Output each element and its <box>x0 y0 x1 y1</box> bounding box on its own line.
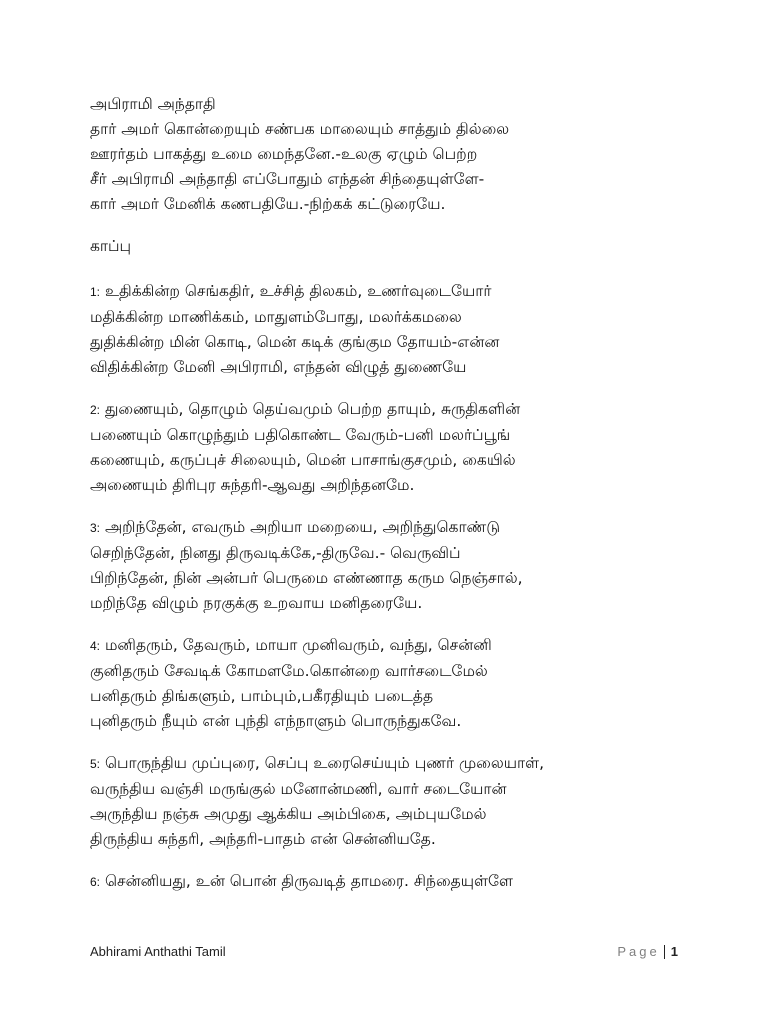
intro-line: சீர் அபிராமி அந்தாதி எப்போதும் எந்தன் சிந்தையுள்ளே- <box>90 170 485 188</box>
section-heading-kappu: காப்பு <box>90 237 132 255</box>
verse-5 <box>90 751 690 852</box>
verse-6 <box>90 869 690 895</box>
intro-line: கார் அமர் மேனிக் கணபதியே.-நிற்கக் கட்டுரையே. <box>90 195 446 213</box>
verse-line <box>90 633 690 659</box>
page-label: Page <box>617 944 660 959</box>
verse-line: பிறிந்தேன், நின் அன்பர் பெருமை எண்ணாத கரும நெஞ்சால், <box>90 569 523 587</box>
verse-line <box>90 751 690 777</box>
verse-number: 5: <box>90 757 101 771</box>
verse-line: புனிதரும் நீயும் என் புந்தி எந்நாளும் பொருந்துகவே. <box>90 712 462 730</box>
verse-number: 3: <box>90 521 101 535</box>
verse-line: திருந்திய சுந்தரி, அந்தரி-பாதம் என் சென்னியதே. <box>90 830 436 848</box>
verse-line <box>90 515 690 541</box>
document-title: அபிராமி அந்தாதி <box>90 95 216 113</box>
verse-line: மதிக்கின்ற மாணிக்கம், மாதுளம்போது, மலர்க்கமலை <box>90 308 462 326</box>
verse-text: பொருந்திய முப்புரை, செப்பு உரைசெய்யும் புணர் முலையாள், <box>104 754 545 772</box>
verse-line: விதிக்கின்ற மேனி அபிராமி, எந்தன் விழுத் துணையே <box>90 358 467 376</box>
verse-line: பனிதரும் திங்களும், பாம்பும்,பகீரதியும் படைத்த <box>90 687 434 705</box>
verse-number: 4: <box>90 639 101 653</box>
verse-text: மனிதரும், தேவரும், மாயா முனிவரும், வந்து, சென்னி <box>104 636 492 654</box>
verse-text: அறிந்தேன், எவரும் அறியா மறையை, அறிந்துகொண்டு <box>104 518 501 536</box>
verse-number: 6: <box>90 875 101 889</box>
verse-line: குனிதரும் சேவடிக் கோமளமே.கொன்றை வார்சடைமேல் <box>90 662 488 680</box>
kappu-block <box>90 234 690 259</box>
document-body <box>90 92 690 912</box>
verse-line: மறிந்தே விழும் நரகுக்கு உறவாய மனிதரையே. <box>90 594 423 612</box>
verse-line <box>90 279 690 305</box>
verse-text: சென்னியது, உன் பொன் திருவடித் தாமரை. சிந்தையுள்ளே <box>104 872 514 890</box>
intro-line: தார் அமர் கொன்றையும் சண்பக மாலையும் சாத்தும் தில்லை <box>90 120 510 138</box>
footer-document-title: Abhirami Anthathi Tamil <box>90 944 226 959</box>
verse-text: துணையும், தொழும் தெய்வமும் பெற்ற தாயும், சுருதிகளின் <box>104 400 521 418</box>
verse-number: 2: <box>90 403 101 417</box>
verse-line: அணையும் திரிபுர சுந்தரி-ஆவது அறிந்தனமே. <box>90 476 415 494</box>
verse-number: 1: <box>90 285 101 299</box>
verse-line: பணையும் கொழுந்தும் பதிகொண்ட வேரும்-பனி மலர்ப்பூங் <box>90 426 511 444</box>
verse-line: செறிந்தேன், நினது திருவடிக்கே,-திருவே.- வெருவிப் <box>90 544 461 562</box>
page-number: 1 <box>670 944 678 959</box>
page-footer <box>90 944 678 964</box>
intro-block <box>90 92 690 217</box>
verse-line <box>90 869 690 895</box>
page-indicator <box>617 944 678 959</box>
verse-2 <box>90 397 690 498</box>
verse-line: வருந்திய வஞ்சி மருங்குல் மனோன்மணி, வார் சடையோன் <box>90 780 507 798</box>
verse-1 <box>90 279 690 380</box>
verse-3 <box>90 515 690 616</box>
page-separator <box>664 945 665 959</box>
verse-line: கணையும், கருப்புச் சிலையும், மென் பாசாங்குசமும், கையில் <box>90 451 516 469</box>
verse-line: அருந்திய நஞ்சு அமுது ஆக்கிய அம்பிகை, அம்புயமேல் <box>90 805 487 823</box>
verse-4 <box>90 633 690 734</box>
verse-text: உதிக்கின்ற செங்கதிர், உச்சித் திலகம், உணர்வுடையோர் <box>104 282 492 300</box>
verse-line: துதிக்கின்ற மின் கொடி, மென் கடிக் குங்கும தோயம்-என்ன <box>90 333 500 351</box>
intro-line: ஊரர்தம் பாகத்து உமை மைந்தனே.-உலகு ஏழும் பெற்ற <box>90 145 478 163</box>
verse-line <box>90 397 690 423</box>
